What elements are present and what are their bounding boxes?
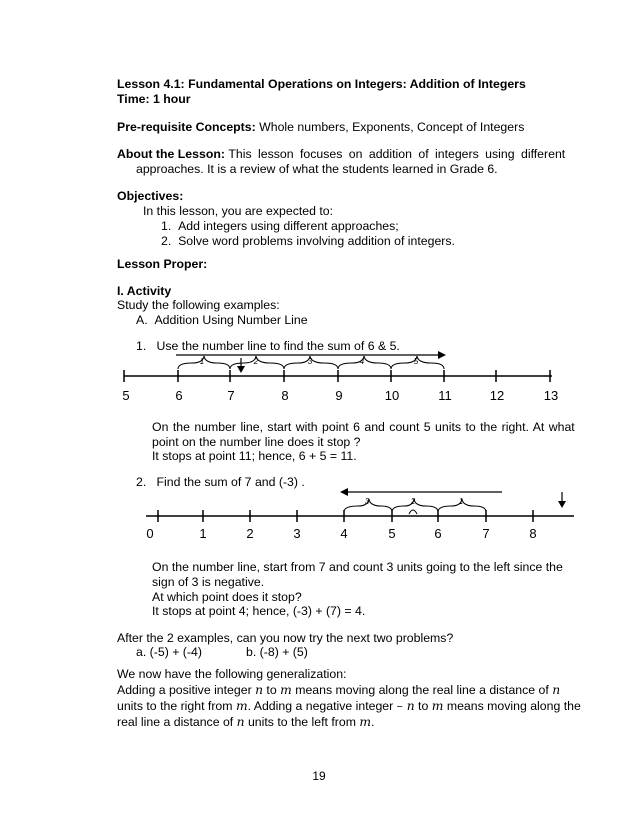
arrow-head-left — [340, 488, 348, 496]
math-m: m — [280, 683, 292, 697]
generalization-intro: We now have the following generalization: — [117, 667, 347, 681]
text-run: real line a distance of — [117, 715, 237, 729]
math-n: n — [236, 715, 245, 729]
objective-text: Solve word problems involving addition of integers. — [178, 234, 455, 248]
try-problems-intro: After the 2 examples, can you now try the next two problems? — [117, 631, 454, 645]
sub-a-letter: A. — [136, 313, 148, 327]
objectives-intro: In this lesson, you are expected to: — [143, 204, 334, 218]
tick-label: 8 — [529, 526, 537, 541]
hop-label: 5 — [413, 357, 419, 366]
hop-label: 4 — [359, 357, 365, 366]
lesson-time: Time: 1 hour — [117, 92, 191, 106]
math-m: m — [235, 699, 248, 713]
arrow-head-right — [438, 351, 446, 359]
objective-num: 1. — [161, 219, 172, 233]
tick-label: 5 — [122, 388, 130, 403]
start-marker-arrowhead — [558, 501, 566, 508]
page-number: 19 — [312, 769, 326, 783]
sub-a-text: Addition Using Number Line — [154, 313, 308, 327]
text-run: to — [414, 699, 432, 713]
activity-heading: I. Activity — [117, 284, 172, 298]
example2-num: 2. — [136, 475, 147, 489]
hop-label: 2 — [410, 497, 416, 506]
tick-label: 13 — [543, 388, 559, 403]
example2-prompt: Find the sum of 7 and (-3) . — [156, 475, 305, 489]
about-line-2: approaches. It is a review of what the students learned in Grade 6. — [136, 162, 498, 176]
math-n: n — [255, 683, 264, 697]
example2-answer: It stops at point 4; hence, (-3) + (7) = 4. — [152, 604, 366, 618]
example2-explanation-1: On the number line, start from 7 and count 3 units going to the left since the — [152, 560, 563, 574]
text-run: means moving along the — [443, 699, 581, 713]
tick-label: 1 — [199, 526, 207, 541]
tick-label: 11 — [438, 388, 452, 403]
try-problem-a: a. (-5) + (-4) — [136, 645, 202, 659]
tick-label: 4 — [340, 526, 348, 541]
text-run: . — [371, 715, 375, 729]
try-problem-b: b. (-8) + (5) — [246, 645, 308, 659]
tick-label: 9 — [335, 388, 343, 403]
tick-label: 7 — [482, 526, 490, 541]
tick-label: 7 — [227, 388, 235, 403]
math-m: m — [431, 699, 444, 713]
lesson-title: Lesson 4.1: Fundamental Operations on Integers: Addition of Integers — [117, 77, 526, 91]
example1-explanation-1: On the number line, start with point 6 and count 5 units to the right. At what — [152, 420, 575, 434]
start-marker-arrowhead — [237, 366, 245, 373]
tick-label: 12 — [489, 388, 505, 403]
generalization-line-3 — [117, 715, 374, 730]
text-run: to — [263, 683, 281, 697]
example2-prompt-line — [136, 475, 305, 490]
example2-explanation-2: sign of 3 is negative. — [152, 575, 265, 589]
example1-explanation-2: point on the number line does it stop ? — [152, 435, 361, 449]
example2-question: At which point does it stop? — [152, 590, 302, 604]
text-run: units to the left from — [244, 715, 360, 729]
example1-prompt: Use the number line to find the sum of 6 & 5. — [156, 339, 400, 353]
generalization-line-2 — [117, 699, 581, 714]
example1-num: 1. — [136, 339, 147, 353]
text-run: units to the right from — [117, 699, 236, 713]
prerequisite-label: Pre-requisite Concepts: — [117, 120, 256, 134]
tick-label: 6 — [175, 388, 183, 403]
example1-answer: It stops at point 11; hence, 6 + 5 = 11. — [152, 449, 357, 463]
tick-label: 8 — [281, 388, 289, 403]
hop-label: 3 — [307, 357, 313, 366]
objective-text: Add integers using different approaches; — [178, 219, 399, 233]
tick-label: 6 — [434, 526, 442, 541]
hop-label: 1 — [458, 497, 464, 506]
text-run: means moving along the real line a distance of — [291, 683, 553, 697]
small-loop-mark — [409, 510, 417, 514]
math-n: n — [552, 683, 561, 697]
math-m: m — [359, 715, 372, 729]
tick-label: 3 — [293, 526, 301, 541]
about-text-1: This lesson focuses on addition of integers using different — [228, 147, 566, 161]
hop-label: 2 — [253, 357, 259, 366]
text-run: . Adding a negative integer — [247, 699, 397, 713]
activity-intro: Study the following examples: — [117, 298, 280, 312]
hop-label: 1 — [199, 357, 205, 366]
objectives-heading: Objectives: — [117, 189, 184, 203]
tick-label: 0 — [146, 526, 154, 541]
prerequisite-text: Whole numbers, Exponents, Concept of Integers — [259, 120, 525, 134]
hop-brace — [338, 356, 391, 369]
tick-label: 10 — [384, 388, 400, 403]
hop-label: 3 — [364, 497, 370, 506]
tick-label: 2 — [246, 526, 254, 541]
text-run: Adding a positive integer — [117, 683, 256, 697]
tick-label: 5 — [388, 526, 396, 541]
math-neg-n: – n — [396, 699, 415, 713]
objective-num: 2. — [161, 234, 172, 248]
lesson-proper-heading: Lesson Proper: — [117, 257, 208, 271]
about-label: About the Lesson: — [117, 147, 225, 161]
generalization-line-1 — [117, 683, 560, 698]
